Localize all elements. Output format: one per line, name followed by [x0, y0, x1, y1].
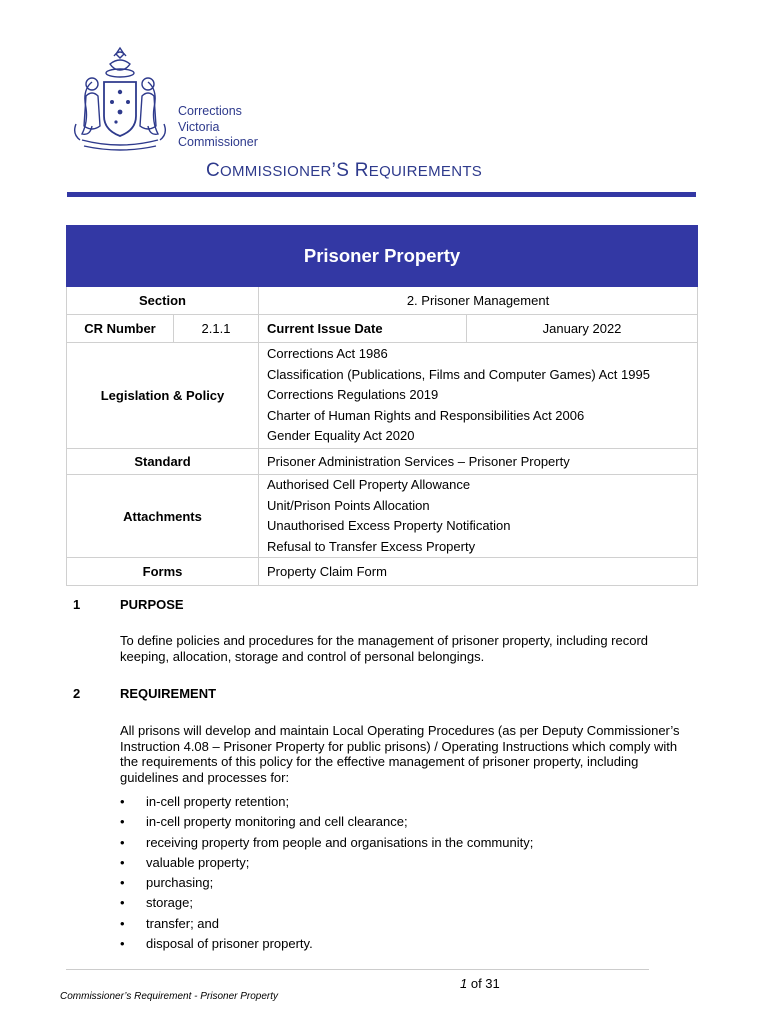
cr-number-label: CR Number [67, 315, 174, 343]
document-title: Prisoner Property [67, 226, 698, 287]
requirement-details-table [66, 225, 698, 586]
standard-label: Standard [67, 449, 259, 475]
organisation-name [178, 104, 258, 151]
section-title-requirement: REQUIREMENT [120, 686, 217, 701]
forms-value: Property Claim Form [259, 558, 698, 586]
attachments-label: Attachments [67, 475, 259, 558]
page-current: 1 [460, 976, 468, 991]
list-item: • valuable property; [120, 855, 533, 875]
document-type-heading: COMMISSIONER’S REQUIREMENTS [206, 160, 483, 181]
list-item: • receiving property from people and organisations in the community; [120, 835, 533, 855]
legislation-label: Legislation & Policy [67, 343, 259, 449]
attachments-list [259, 475, 698, 558]
attachment-item: Authorised Cell Property Allowance [267, 477, 471, 492]
purpose-paragraph: To define policies and procedures for the management of prisoner property, including record keeping, allocation, storage and control of personal belongings. [120, 633, 649, 664]
header-rule [67, 192, 696, 197]
requirement-bullet-list [120, 794, 533, 956]
section-number: 2 [73, 686, 81, 701]
issue-date-label: Current Issue Date [259, 315, 467, 343]
legislation-item: Gender Equality Act 2020 [267, 428, 415, 444]
attachment-item: Refusal to Transfer Excess Property [267, 538, 476, 554]
org-line: Commissioner [178, 135, 258, 149]
page-total: of 31 [467, 976, 500, 991]
section-title-purpose: PURPOSE [120, 597, 184, 612]
list-item: • in-cell property retention; [120, 794, 533, 814]
legislation-item: Charter of Human Rights and Responsibilities Act 2006 [267, 407, 585, 423]
section-label: Section [67, 287, 259, 315]
list-item: • transfer; and [120, 916, 533, 936]
standard-value: Prisoner Administration Services – Prisoner Property [259, 449, 698, 475]
page-number [460, 976, 500, 991]
requirement-paragraph: All prisons will develop and maintain Local Operating Procedures (as per Deputy Commissioner’s Instruction 4.08 – Prisoner Property for public prisons) / Operating Instructions which comply with the requirements of this policy for the effective management of prisoner property, including guidelines and processes for: [120, 723, 680, 785]
issue-date-value: January 2022 [467, 315, 698, 343]
legislation-list [259, 343, 698, 449]
list-item: • purchasing; [120, 875, 533, 895]
cr-number-value: 2.1.1 [174, 315, 259, 343]
list-item: • in-cell property monitoring and cell clearance; [120, 814, 533, 834]
org-line: Victoria [178, 119, 220, 134]
section-value: 2. Prisoner Management [259, 287, 698, 315]
forms-label: Forms [67, 558, 259, 586]
legislation-item: Classification (Publications, Films and Computer Games) Act 1995 [267, 366, 650, 382]
list-item: • storage; [120, 895, 533, 915]
attachment-item: Unauthorised Excess Property Notification [267, 518, 511, 533]
footer-rule [66, 969, 649, 970]
coat-of-arms-logo [70, 42, 170, 160]
legislation-item: Corrections Act 1986 [267, 346, 388, 362]
section-number: 1 [73, 597, 81, 612]
attachment-item: Unit/Prison Points Allocation [267, 497, 430, 513]
org-line: Corrections [178, 104, 242, 118]
footer-document-name: Commissioner’s Requirement - Prisoner Property [60, 991, 279, 1002]
legislation-item: Corrections Regulations 2019 [267, 387, 439, 403]
list-item: • disposal of prisoner property. [120, 936, 533, 956]
